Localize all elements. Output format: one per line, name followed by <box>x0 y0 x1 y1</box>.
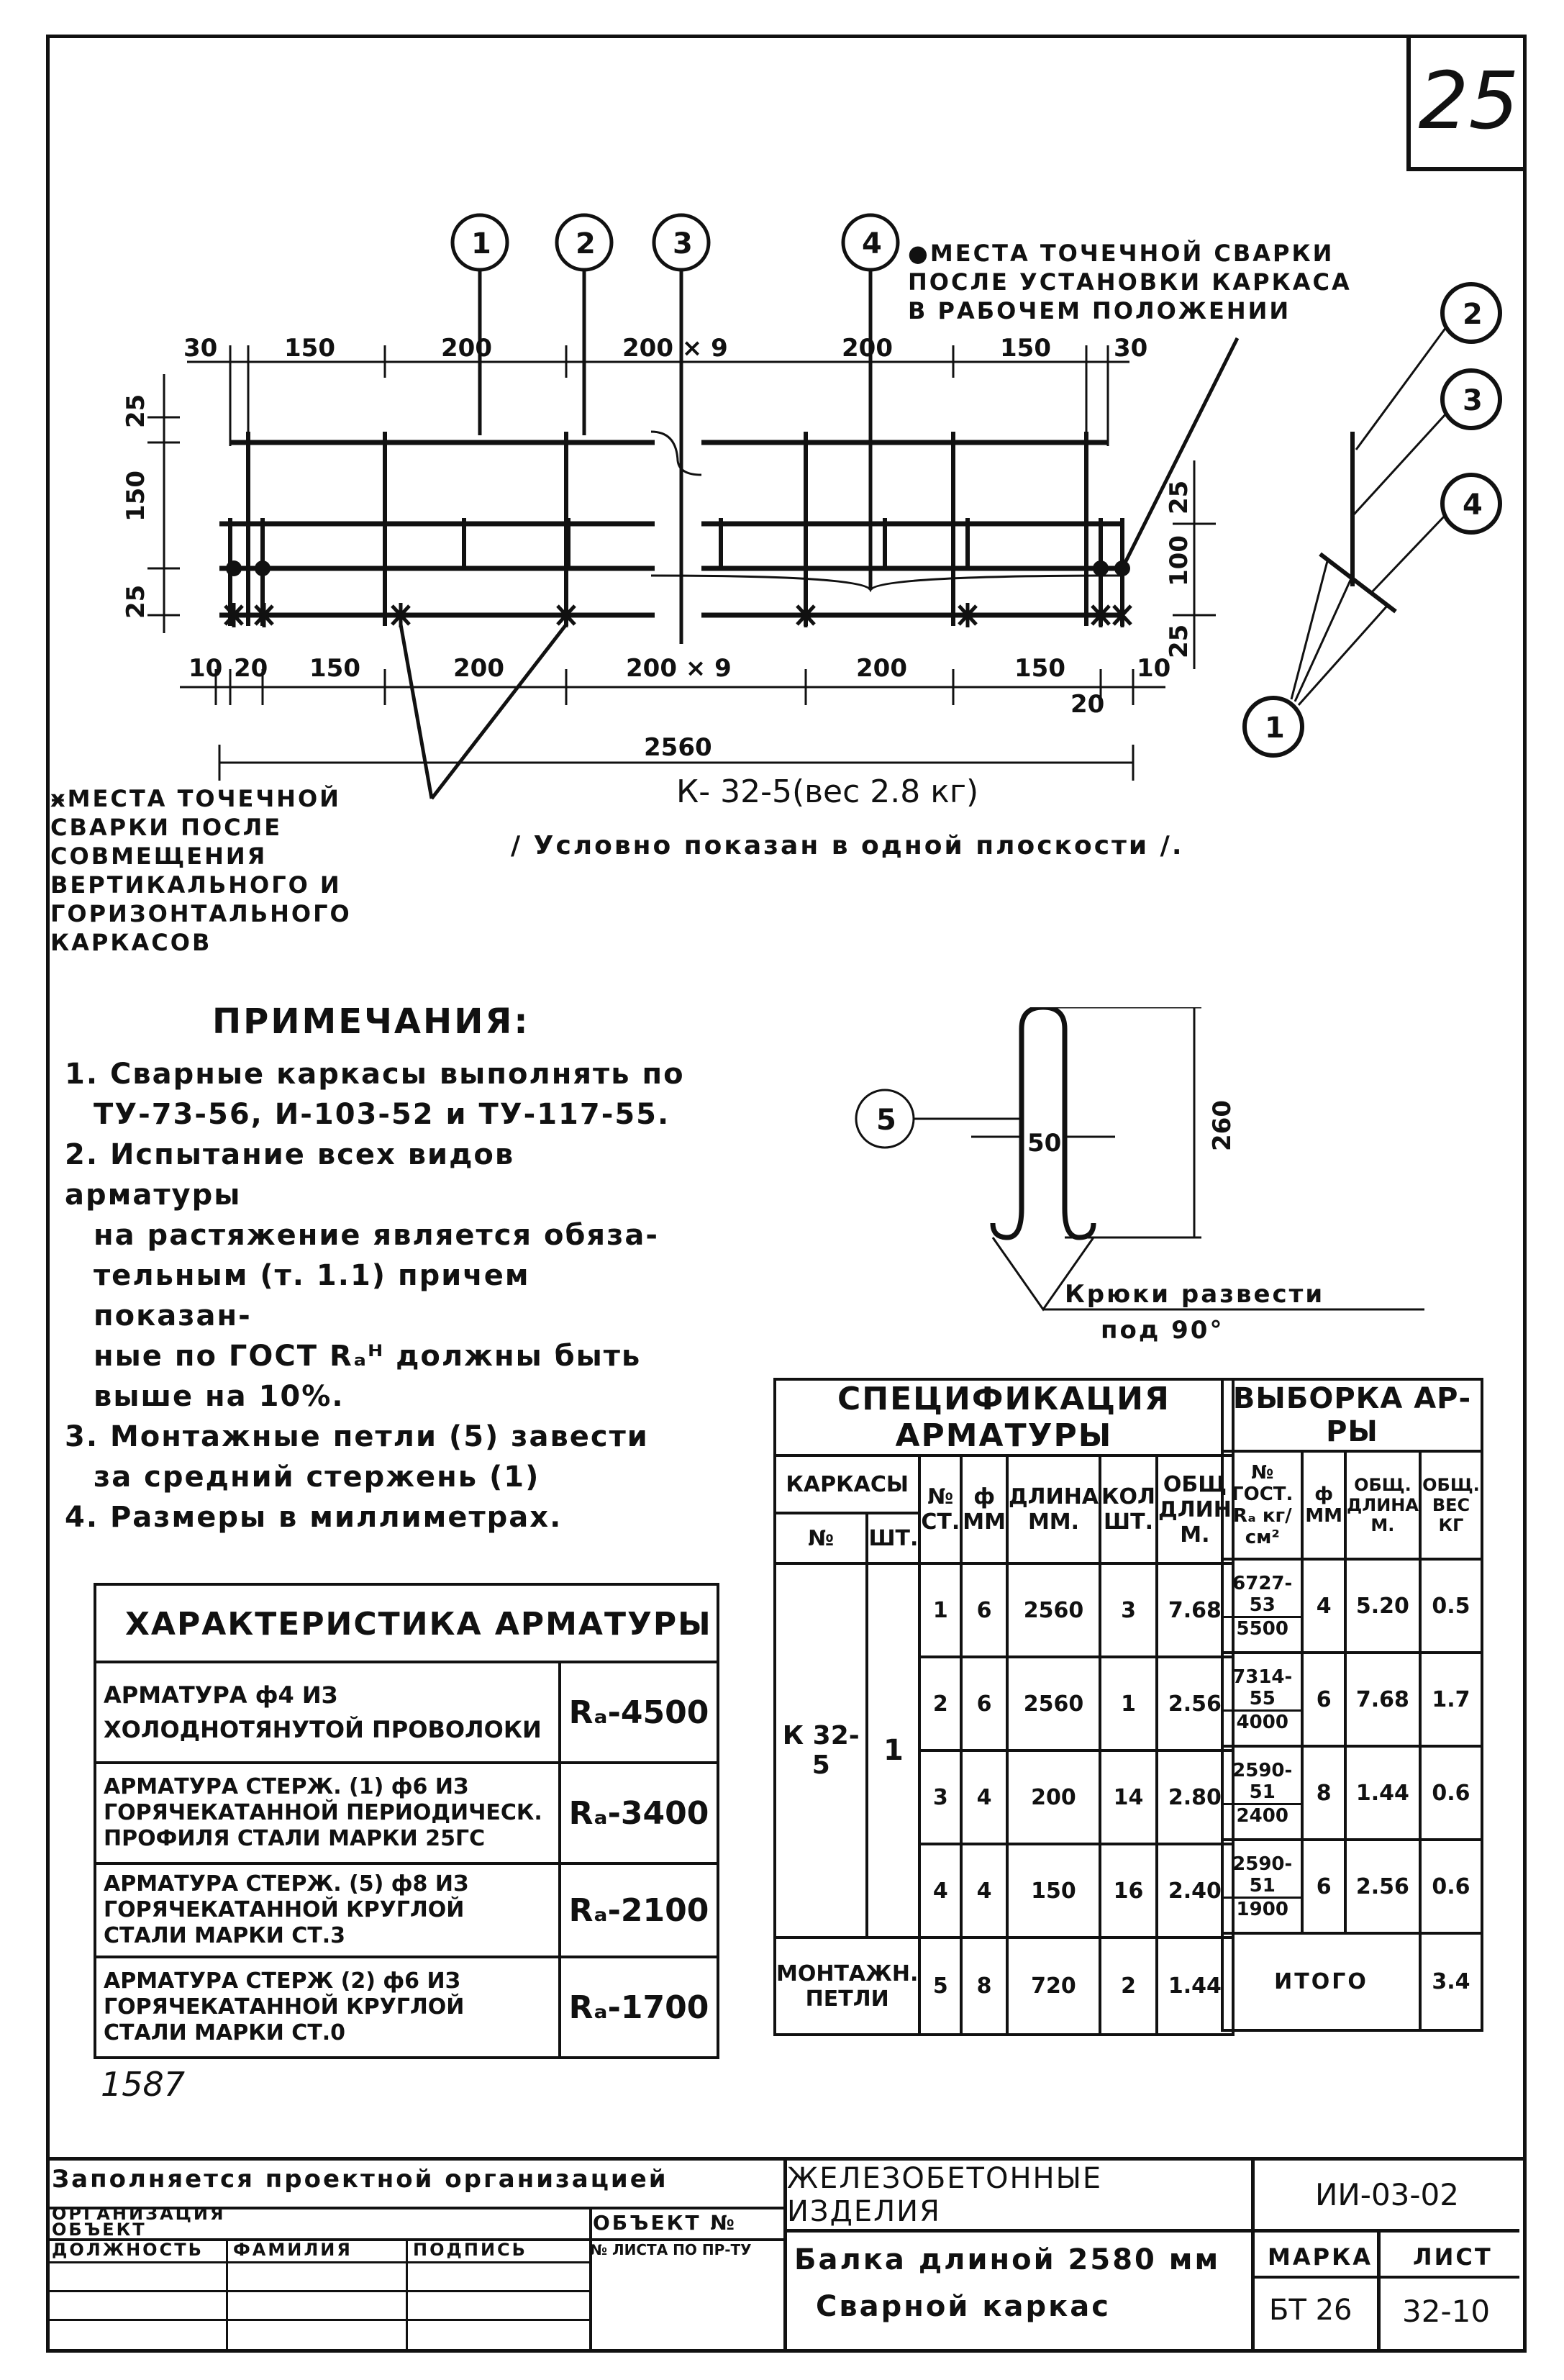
spec-cell: 1 <box>1100 1657 1157 1750</box>
spec-cell: 1.44 <box>1157 1938 1233 2035</box>
selection-cell: 4 <box>1302 1559 1345 1653</box>
spec-cell: 5 <box>919 1938 961 2035</box>
svg-text:4: 4 <box>862 227 882 260</box>
spec-h-len: ДЛИНА ММ. <box>1007 1455 1100 1563</box>
note-line: выше на 10%. <box>94 1380 345 1413</box>
char-ra: Rₐ-3400 <box>560 1763 718 1863</box>
selection-cell: 0.6 <box>1420 1746 1482 1840</box>
spec-table <box>773 1378 1235 2036</box>
svg-text:3: 3 <box>1463 384 1483 417</box>
note-line: на растяжение является обяза- <box>94 1219 659 1252</box>
spec-cell: 6 <box>961 1657 1007 1750</box>
spec-cell: 2 <box>919 1657 961 1750</box>
spec-cell: 4 <box>961 1750 1007 1844</box>
sheet-label: ЛИСТ <box>1413 2243 1493 2271</box>
title-block <box>46 2157 1527 2353</box>
spec-karkas-qty: 1 <box>867 1563 919 1938</box>
note-line: 2. Испытание всех видов арматуры <box>65 1138 515 1212</box>
svg-text:2: 2 <box>576 227 596 260</box>
spec-cell: 4 <box>919 1844 961 1938</box>
spec-cell: 4 <box>961 1844 1007 1938</box>
spec-h-phi: ф ММ <box>961 1455 1007 1563</box>
selection-cell: 8 <box>1302 1746 1345 1840</box>
svg-text:1: 1 <box>1265 712 1285 745</box>
mark-label: МАРКА <box>1268 2243 1373 2271</box>
spec-cell: 2 <box>1100 1938 1157 2035</box>
spec-cell: 6 <box>961 1563 1007 1657</box>
note-line: за средний стержень (1) <box>94 1461 540 1494</box>
note-line: ТУ-73-56, И-103-52 и ТУ-117-55. <box>94 1098 670 1131</box>
selection-h: ф ММ <box>1302 1451 1345 1559</box>
selection-gost: 6727-53 5500 <box>1222 1559 1302 1653</box>
note-line: ные по ГОСТ Rₐᴴ должны быть <box>94 1340 642 1373</box>
svg-text:1: 1 <box>471 227 491 260</box>
weld-note-top: ●МЕСТА ТОЧЕЧНОЙ СВАРКИ ПОСЛЕ УСТАНОВКИ КАРКАСА В РАБОЧЕМ ПОЛОЖЕНИИ <box>908 240 1352 324</box>
cage-caption-note: / Условно показан в одной плоскости /. <box>511 831 1184 860</box>
note-line: 3. Монтажные петли (5) завести <box>65 1420 649 1453</box>
char-ra: Rₐ-1700 <box>560 1957 718 2058</box>
spec-h-total: ОБЩ ДЛИН М. <box>1157 1455 1233 1563</box>
table-row <box>95 1662 718 1763</box>
approval-area <box>46 2161 787 2353</box>
spec-cell: 16 <box>1100 1844 1157 1938</box>
selection-cell: 1.44 <box>1345 1746 1420 1840</box>
notes-list <box>65 1054 698 1538</box>
loop-detail <box>827 1007 1475 1353</box>
selection-cell: 2.56 <box>1345 1840 1420 1933</box>
spec-cell: 2560 <box>1007 1563 1100 1657</box>
svg-text:150: 150 <box>309 654 360 683</box>
svg-text:200: 200 <box>441 334 492 363</box>
table-row <box>1222 1746 1482 1840</box>
product-name-2: Сварной каркас <box>816 2290 1111 2323</box>
selection-total: 3.4 <box>1420 1933 1482 2030</box>
series: ИИ-03-02 <box>1255 2161 1519 2233</box>
spec-cell: 200 <box>1007 1750 1100 1844</box>
spec-cell: 1 <box>919 1563 961 1657</box>
svg-text:4: 4 <box>1463 489 1483 522</box>
selection-cell: 7.68 <box>1345 1653 1420 1746</box>
selection-title: ВЫБОРКА АР-РЫ <box>1222 1379 1482 1451</box>
svg-text:200: 200 <box>453 654 504 683</box>
spec-h-no: № СТ. <box>919 1455 961 1563</box>
org-label: ОРГАНИЗАЦИЯ <box>52 2204 226 2224</box>
table-row <box>775 1563 1233 1657</box>
selection-cell: 5.20 <box>1345 1559 1420 1653</box>
spec-cell: 2560 <box>1007 1657 1100 1750</box>
name-label: ФАМИЛИЯ <box>233 2240 353 2260</box>
spec-cell: 8 <box>961 1938 1007 2035</box>
spec-cell: 3 <box>1100 1563 1157 1657</box>
table-row <box>775 1938 1233 2035</box>
table-row <box>95 1763 718 1863</box>
selection-cell: 0.6 <box>1420 1840 1482 1933</box>
selection-cell: 1.7 <box>1420 1653 1482 1746</box>
svg-text:20: 20 <box>1070 690 1105 719</box>
spec-h-num: № <box>775 1513 867 1563</box>
svg-text:150: 150 <box>1014 654 1065 683</box>
selection-cell: 0.5 <box>1420 1559 1482 1653</box>
char-desc: АРМАТУРА СТЕРЖ (2) ф6 ИЗ ГОРЯЧЕКАТАННОЙ КРУГЛОЙ СТАЛИ МАРКИ СТ.0 <box>95 1957 560 2058</box>
table-row <box>775 1455 1233 1513</box>
selection-gost: 2590-51 1900 <box>1222 1840 1302 1933</box>
selection-gost: 7314-55 4000 <box>1222 1653 1302 1746</box>
svg-text:10: 10 <box>1137 654 1171 683</box>
spec-title: СПЕЦИФИКАЦИЯ АРМАТУРЫ <box>775 1379 1233 1455</box>
table-row <box>1222 1933 1482 2030</box>
table-row <box>1222 1451 1482 1559</box>
svg-text:2: 2 <box>1463 298 1483 331</box>
mark-value: БТ 26 <box>1269 2294 1352 2327</box>
char-desc: АРМАТУРА СТЕРЖ. (5) ф8 ИЗ ГОРЯЧЕКАТАННОЙ КРУГЛОЙ СТАЛИ МАРКИ СТ.3 <box>95 1863 560 1957</box>
table-row <box>1222 1379 1482 1451</box>
table-row <box>1222 1653 1482 1746</box>
spec-cell: 7.68 <box>1157 1563 1233 1657</box>
char-desc: АРМАТУРА ф4 ИЗ ХОЛОДНОТЯНУТОЙ ПРОВОЛОКИ <box>95 1662 560 1763</box>
notes-title: ПРИМЕЧАНИЯ: <box>212 1001 530 1042</box>
table-row <box>1222 1559 1482 1653</box>
sheet-number: 25 <box>1406 35 1527 171</box>
char-ra: Rₐ-2100 <box>560 1863 718 1957</box>
spec-cell: 720 <box>1007 1938 1100 2035</box>
handwritten-mark: 1587 <box>101 2065 186 2104</box>
svg-text:25: 25 <box>1165 624 1194 658</box>
svg-text:3: 3 <box>673 227 693 260</box>
svg-text:200 × 9: 200 × 9 <box>622 334 728 363</box>
char-ra: Rₐ-4500 <box>560 1662 718 1763</box>
svg-text:2560: 2560 <box>644 733 712 762</box>
svg-text:260: 260 <box>1208 1100 1237 1151</box>
table-row <box>95 1957 718 2058</box>
obj-label: ОБЪЕКТ <box>52 2220 147 2240</box>
characteristics-title: ХАРАКТЕРИСТИКА АРМАТУРЫ <box>94 1583 719 1662</box>
table-row <box>775 1379 1233 1455</box>
stamp-area <box>787 2161 1527 2353</box>
svg-text:200 × 9: 200 × 9 <box>626 654 732 683</box>
selection-table <box>1221 1378 1483 2032</box>
table-row <box>1222 1840 1482 1933</box>
note-line: тельным (т. 1.1) причем показан- <box>94 1259 530 1332</box>
svg-text:25: 25 <box>1165 480 1194 514</box>
svg-text:150: 150 <box>284 334 335 363</box>
spec-cell: 150 <box>1007 1844 1100 1938</box>
characteristics-table <box>94 1661 719 2059</box>
obj-no-label: ОБЪЕКТ № <box>593 2211 737 2235</box>
spec-cell: 3 <box>919 1750 961 1844</box>
svg-text:150: 150 <box>1000 334 1051 363</box>
selection-h: ОБЩ. ВЕС КГ <box>1420 1451 1482 1559</box>
selection-h: № ГОСТ. Rₐ кг/см² <box>1222 1451 1302 1559</box>
pos-label: ДОЛЖНОСТЬ <box>52 2240 204 2260</box>
svg-text:25: 25 <box>122 394 150 428</box>
selection-total-label: ИТОГО <box>1222 1933 1420 2030</box>
selection-h: ОБЩ. ДЛИНА М. <box>1345 1451 1420 1559</box>
cage-caption: К- 32-5(вес 2.8 кг) <box>676 773 979 810</box>
sheet-no-label: № ЛИСТА ПО ПР-ТУ <box>590 2241 752 2258</box>
svg-text:10: 10 <box>188 654 223 683</box>
table-row <box>95 1863 718 1957</box>
spec-cell: 2.40 <box>1157 1844 1233 1938</box>
svg-text:20: 20 <box>234 654 268 683</box>
svg-text:200: 200 <box>842 334 893 363</box>
svg-text:50: 50 <box>1027 1129 1062 1158</box>
selection-cell: 6 <box>1302 1840 1345 1933</box>
spec-h-karkasy: КАРКАСЫ <box>775 1455 919 1513</box>
svg-text:100: 100 <box>1165 535 1194 586</box>
svg-text:200: 200 <box>856 654 907 683</box>
svg-text:25: 25 <box>122 584 150 619</box>
category: ЖЕЛЕЗОБЕТОННЫЕ ИЗДЕЛИЯ <box>787 2161 1255 2233</box>
spec-h-qty: КОЛ ШТ. <box>1100 1455 1157 1563</box>
product-name-1: Балка длиной 2580 мм <box>794 2243 1221 2276</box>
svg-text:150: 150 <box>122 471 150 522</box>
svg-text:30: 30 <box>183 334 218 363</box>
weld-note-bottom: ӿМЕСТА ТОЧЕЧНОЙ СВАРКИ ПОСЛЕ СОВМЕЩЕНИЯ ВЕРТИКАЛЬНОГО И ГОРИЗОНТАЛЬНОГО КАРКАСОВ <box>50 785 352 956</box>
sheet-value: 32-10 <box>1402 2294 1491 2329</box>
char-desc: АРМАТУРА СТЕРЖ. (1) ф6 ИЗ ГОРЯЧЕКАТАННОЙ ПЕРИОДИЧЕСК. ПРОФИЛЯ СТАЛИ МАРКИ 25ГС <box>95 1763 560 1863</box>
filled-by: Заполняется проектной организацией <box>52 2165 668 2194</box>
note-line: 4. Размеры в миллиметрах. <box>65 1501 563 1534</box>
spec-cell: 14 <box>1100 1750 1157 1844</box>
spec-h-sht: ШТ. <box>867 1513 919 1563</box>
sign-label: ПОДПИСЬ <box>413 2240 527 2260</box>
spec-cell: 2.80 <box>1157 1750 1233 1844</box>
spec-cell: 2.56 <box>1157 1657 1233 1750</box>
svg-text:Крюки развести: Крюки развести <box>1065 1280 1325 1309</box>
note-line: 1. Сварные каркасы выполнять по <box>65 1058 685 1091</box>
selection-cell: 6 <box>1302 1653 1345 1746</box>
selection-gost: 2590-51 2400 <box>1222 1746 1302 1840</box>
svg-text:30: 30 <box>1114 334 1148 363</box>
spec-karkas: К 32-5 <box>775 1563 867 1938</box>
spec-loop-label: МОНТАЖН. ПЕТЛИ <box>775 1938 919 2035</box>
svg-text:5: 5 <box>876 1104 896 1137</box>
svg-text:под 90°: под 90° <box>1101 1316 1224 1345</box>
